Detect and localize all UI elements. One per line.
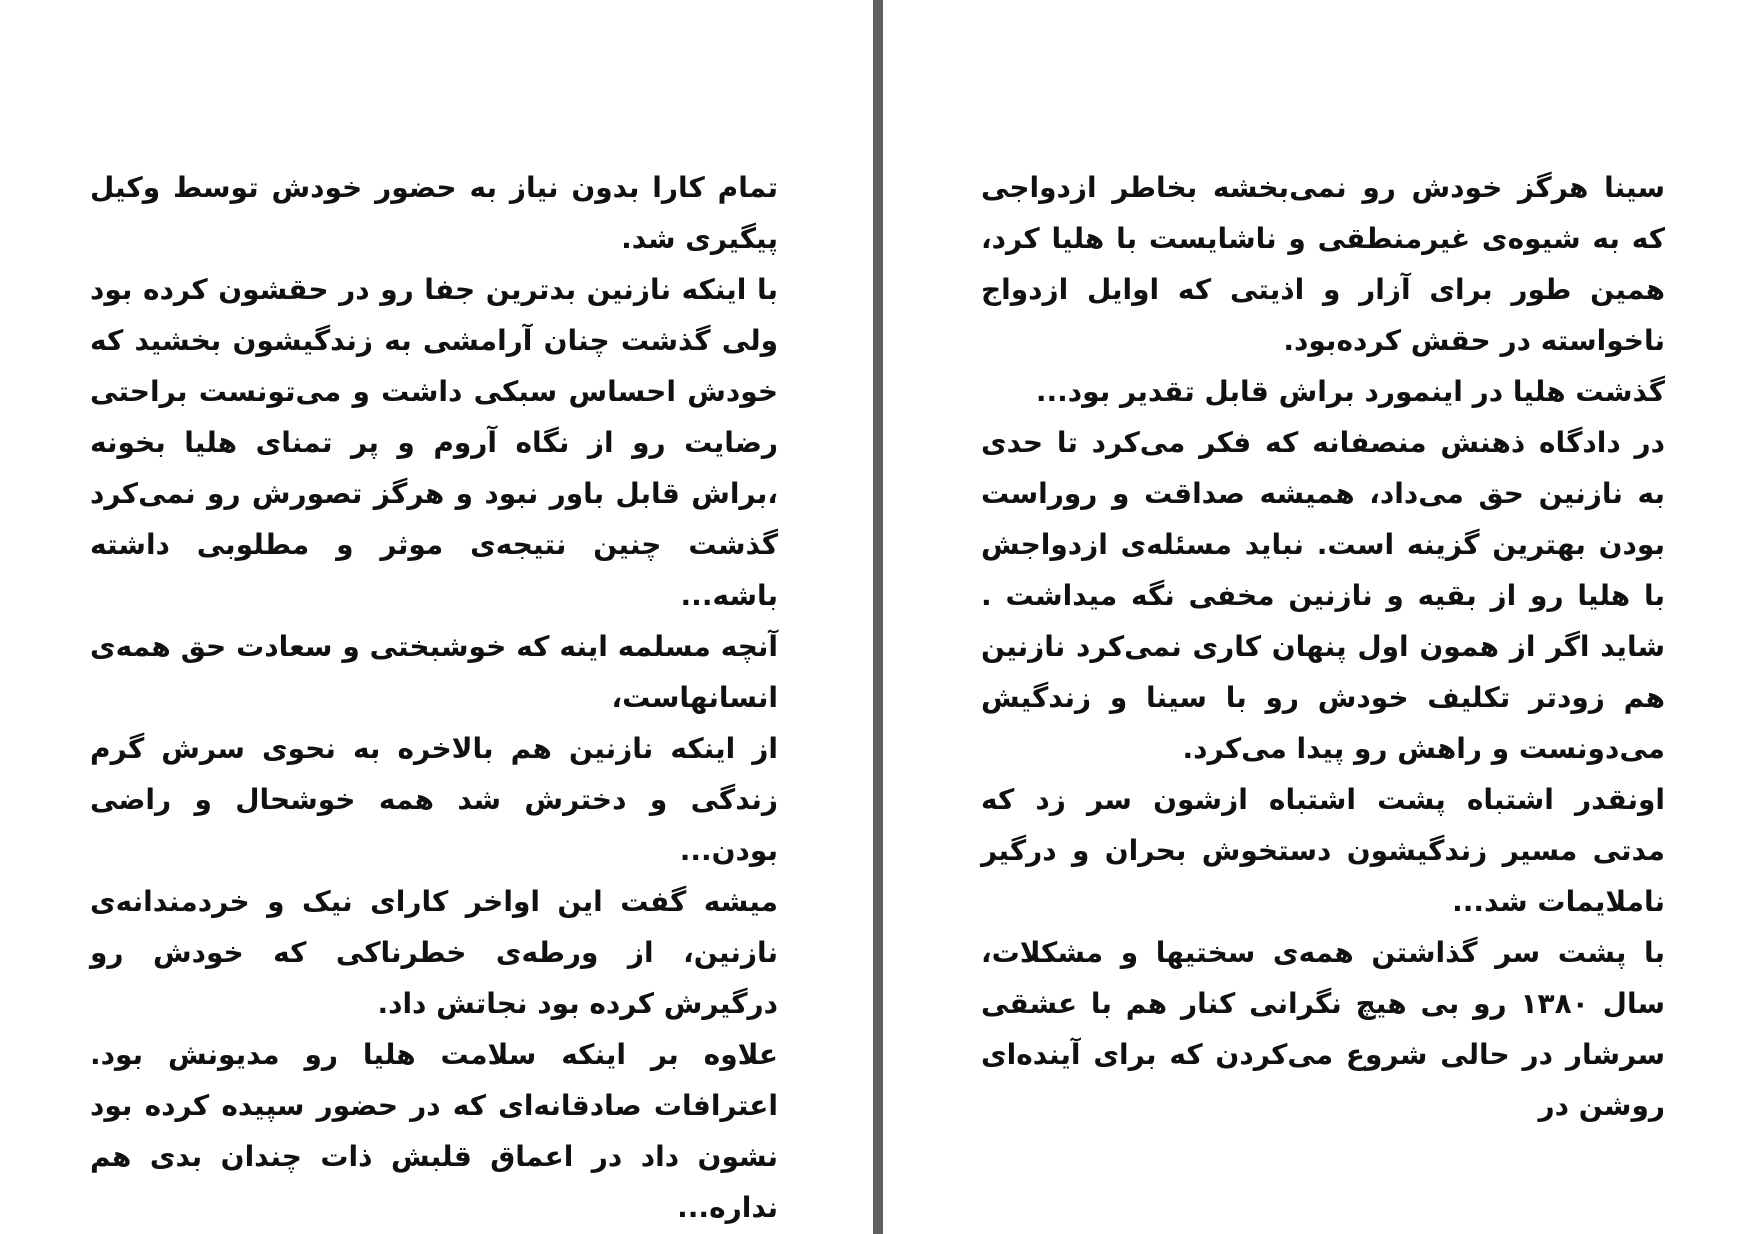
page-divider (873, 0, 883, 1234)
left-paragraph-5: میشه گفت این اواخر کارای نیک و خردمندانه‌ی نازنین، از ورطه‌ی خطرناکی که خودش رو درگیرش کرده بود نجاتش داد. (90, 885, 778, 1020)
right-page (883, 0, 1755, 1234)
left-paragraph-3: آنچه مسلمه اینه که خوشبختی و سعادت حق همه‌ی انسانهاست، (90, 630, 778, 714)
left-paragraph-6: علاوه بر اینکه سلامت هلیا رو مدیونش بود. اعترافات صادقانه‌ای که در حضور سپیده کرده بود نشون داد در اعماق قلبش ذات چندان بدی هم نداره... (90, 1038, 778, 1224)
right-paragraph-3: در دادگاه ذهنش منصفانه که فکر می‌کرد تا حدی به نازنین حق می‌داد، همیشه صداقت و روراست بودن بهترین گزینه است. نباید مسئله‌ی ازدواجش با هلیا رو از بقیه و نازنین مخفی نگه میداشت . شاید اگر از همون اول پنهان کاری نمی‌کرد نازنین هم زودتر تکلیف خودش رو با سینا و زندگیش می‌دونست و راهش رو پیدا می‌کرد. (981, 426, 1665, 765)
left-paragraph-1: تمام کارا بدون نیاز به حضور خودش توسط وکیل پیگیری شد. (90, 171, 778, 255)
right-paragraph-4: اونقدر اشتباه پشت اشتباه ازشون سر زد که مدتی مسیر زندگیشون دستخوش بحران و درگیر ناملایمات شد... (981, 783, 1665, 918)
right-paragraph-2: گذشت هلیا در اینمورد براش قابل تقدیر بود... (1035, 375, 1665, 408)
left-page (0, 0, 873, 1234)
right-paragraph-1: سینا هرگز خودش رو نمی‌بخشه بخاطر ازدواجی که به شیوه‌ی غیرمنطقی و ناشایست با هلیا کرد، همین طور برای آزار و اذیتی که اوایل ازدواج ناخواسته در حقش کرده‌بود. (981, 171, 1665, 357)
left-paragraph-4: از اینکه نازنین هم بالاخره به نحوی سرش گرم زندگی و دخترش شد همه خوشحال و راضی بودن... (90, 732, 778, 867)
left-paragraph-2: با اینکه نازنین بدترین جفا رو در حقشون کرده بود ولی گذشت چنان آرامشی به زندگیشون بخشید که خودش احساس سبکی داشت و می‌تونست براحتی رضایت رو از نگاه آروم و پر تمنای هلیا بخونه ،براش قابل باور نبود و هرگز تصورش رو نمی‌کرد گذشت چنین نتیجه‌ی موثر و مطلوبی داشته باشه... (90, 273, 778, 612)
left-page-text (90, 162, 778, 1233)
right-paragraph-5: با پشت سر گذاشتن همه‌ی سختیها و مشکلات، سال ۱۳۸۰ رو بی هیچ نگرانی کنار هم با عشقی سرشار در حالی شروع می‌کردن که برای آینده‌ای روشن در (981, 936, 1665, 1122)
right-page-text (981, 162, 1665, 1131)
